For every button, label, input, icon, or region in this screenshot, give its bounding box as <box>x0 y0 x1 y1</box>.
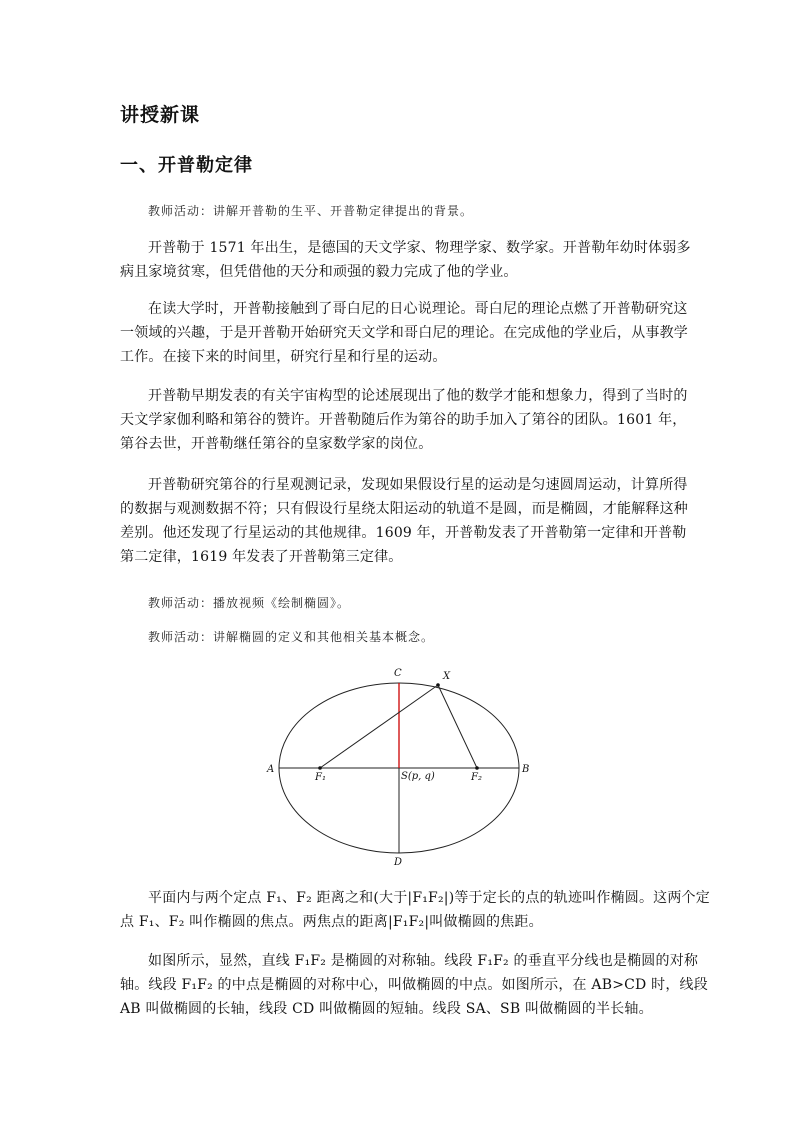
label-f1: F₁ <box>315 772 326 783</box>
paragraph-line: 差别。他还发现了行星运动的其他规律。1609 年，开普勒发表了开普勒第一定律和开普勒 <box>120 525 687 541</box>
label-d: D <box>394 857 403 868</box>
subsection-heading: 一、开普勒定律 <box>120 155 253 176</box>
teacher-note-2: 教师活动：播放视频《绘制椭圆》。 <box>148 596 351 610</box>
paragraph-line: 点 F₁、F₂ 叫作椭圆的焦点。两焦点的距离|F₁F₂|叫做椭圆的焦距。 <box>120 914 543 930</box>
teacher-note-3: 教师活动：讲解椭圆的定义和其他相关基本概念。 <box>148 630 435 644</box>
paragraph-line: 平面内与两个定点 F₁、F₂ 距离之和(大于|F₁F₂|)等于定长的点的轨迹叫作椭圆。这两个定 <box>148 890 710 906</box>
ellipse-diagram <box>260 662 540 872</box>
point-x <box>436 683 440 687</box>
section-heading: 讲授新课 <box>120 104 201 126</box>
paragraph-4 <box>120 473 688 569</box>
paragraph-line: 第谷去世，开普勒继任第谷的皇家数学家的岗位。 <box>120 436 433 452</box>
paragraph-line: 开普勒于 1571 年出生，是德国的天文学家、物理学家、数学家。开普勒年幼时体弱多 <box>148 240 691 256</box>
label-s-center: S(p, q) <box>401 771 435 782</box>
paragraph-line: 开普勒研究第谷的行星观测记录，发现如果假设行星的运动是匀速圆周运动，计算所得 <box>148 477 688 493</box>
paragraph-2 <box>120 297 688 369</box>
label-a: A <box>267 764 275 775</box>
paragraph-line: 第二定律，1619 年发表了开普勒第三定律。 <box>120 549 403 565</box>
paragraph-line: 在读大学时，开普勒接触到了哥白尼的日心说理论。哥白尼的理论点燃了开普勒研究这 <box>148 301 688 317</box>
focus-f1-point <box>318 766 322 770</box>
paragraph-line: 的数据与观测数据不符；只有假设行星绕太阳运动的轨道不是圆，而是椭圆，才能解释这种 <box>120 501 688 517</box>
focal-radius-f1-x <box>320 685 438 768</box>
label-c: C <box>394 668 402 679</box>
paragraph-6 <box>120 949 708 1021</box>
paragraph-line: 工作。在接下来的时间里，研究行星和行星的运动。 <box>120 349 447 365</box>
label-b: B <box>522 764 530 775</box>
paragraph-line: 轴。线段 F₁F₂ 的中点是椭圆的对称中心，叫做椭圆的中点。如图所示，在 AB>CD 时，线段 <box>120 977 708 993</box>
paragraph-line: 一领域的兴趣，于是开普勒开始研究天文学和哥白尼的理论。在完成他的学业后，从事教学 <box>120 325 688 341</box>
paragraph-line: 病且家境贫寒，但凭借他的天分和顽强的毅力完成了他的学业。 <box>120 264 518 280</box>
paragraph-3 <box>120 384 688 456</box>
paragraph-line: 天文学家伽利略和第谷的赞许。开普勒随后作为第谷的助手加入了第谷的团队。1601 年， <box>120 412 687 428</box>
paragraph-line: AB 叫做椭圆的长轴，线段 CD 叫做椭圆的短轴。线段 SA、SB 叫做椭圆的半长轴。 <box>120 1001 653 1017</box>
paragraph-1 <box>120 236 691 284</box>
focus-f2-point <box>475 766 479 770</box>
label-x: X <box>443 671 451 682</box>
teacher-note-1: 教师活动：讲解开普勒的生平、开普勒定律提出的背景。 <box>148 204 474 218</box>
label-f2: F₂ <box>471 772 482 783</box>
paragraph-line: 如图所示，显然，直线 F₁F₂ 是椭圆的对称轴。线段 F₁F₂ 的垂直平分线也是椭圆的对称 <box>148 953 699 969</box>
paragraph-5 <box>120 886 710 934</box>
focal-radius-f2-x <box>438 685 477 768</box>
paragraph-line: 开普勒早期发表的有关宇宙构型的论述展现出了他的数学才能和想象力，得到了当时的 <box>148 388 688 404</box>
